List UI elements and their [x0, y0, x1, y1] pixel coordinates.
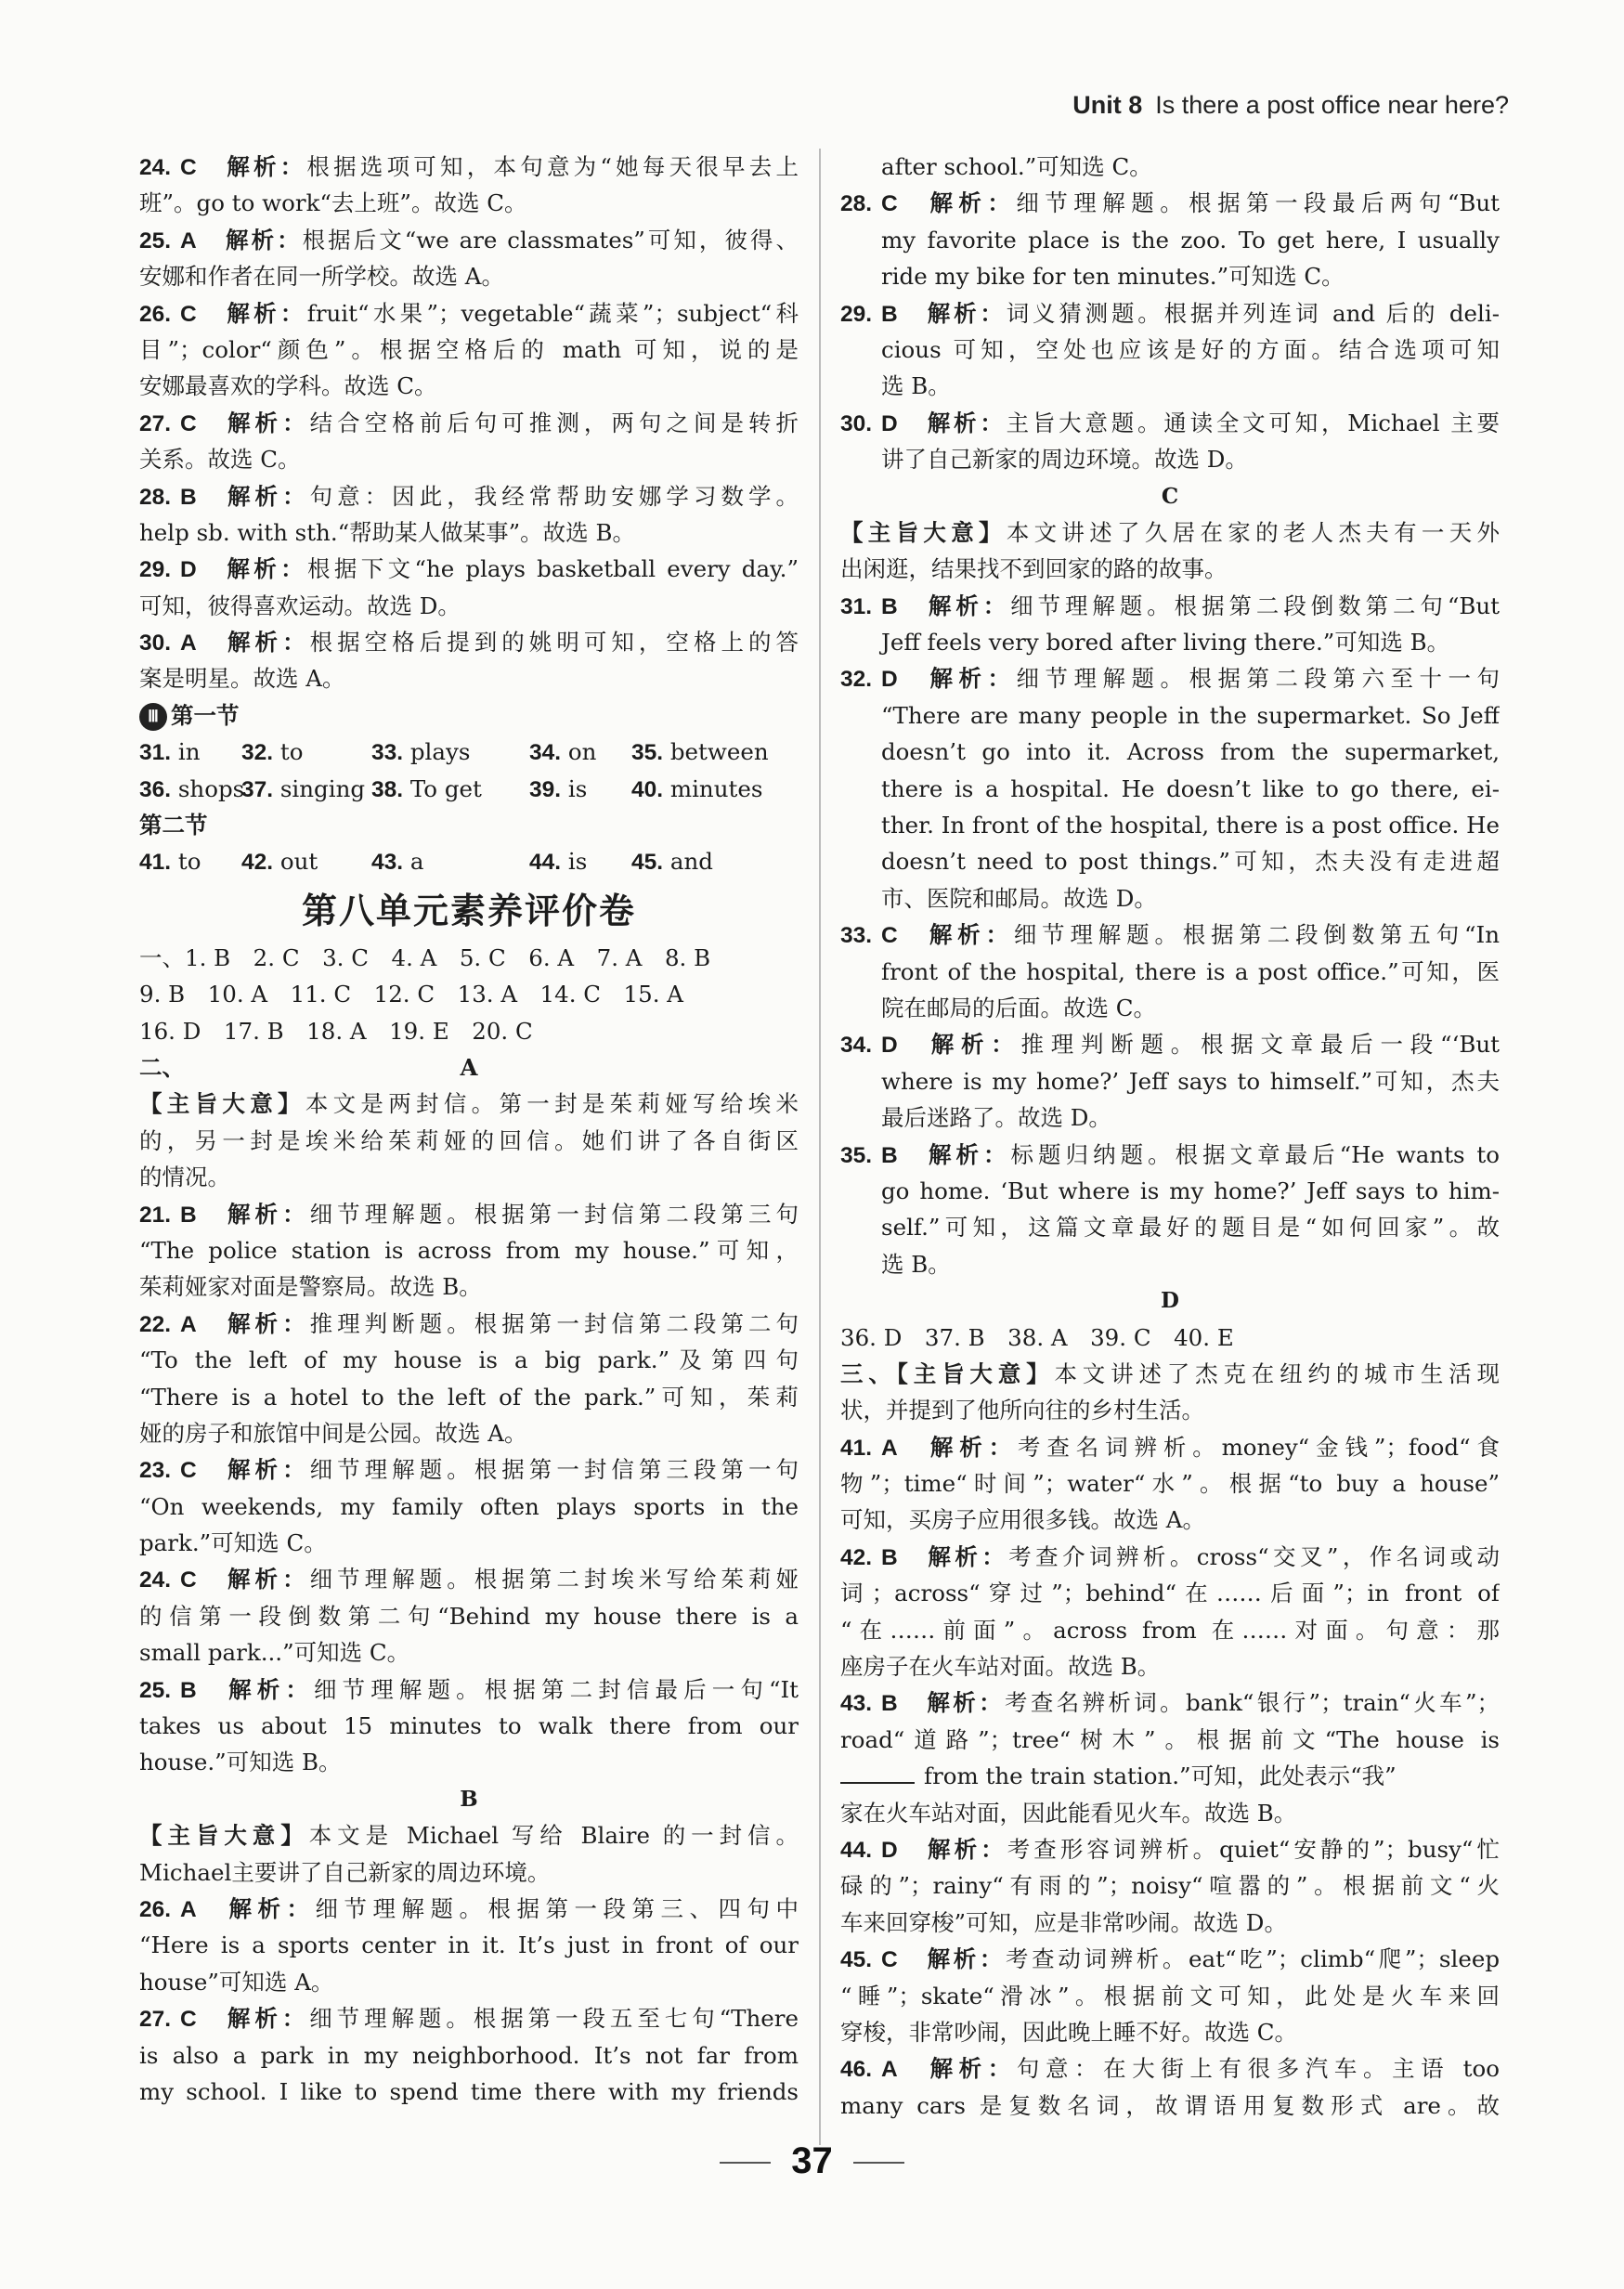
answer-24: 24. C 解析：根据选项可知，本句意为“她每天很早去上: [139, 153, 799, 180]
section-3-heading: Ⅲ 第一节: [139, 697, 799, 734]
answer-22: 22. A 解析：推理判断题。根据第一封信第二段第二句: [139, 1309, 799, 1337]
answer-25b: 25. B 解析：细节理解题。根据第二封信最后一句“It: [139, 1675, 799, 1703]
page-number-dash-left: [720, 2162, 771, 2164]
blank-line: [840, 1762, 915, 1784]
page-number: 37: [0, 2140, 1624, 2182]
main-idea-A: 【主旨大意】本文是两封信。第一封是茱莉娅写给埃米: [139, 1090, 799, 1118]
answer-41: 41. A 解析：考查名词辨析。money“金钱”；food“食: [840, 1433, 1500, 1461]
main-idea-B: 【主旨大意】本文是 Michael 写给 Blaire 的一封信。: [139, 1822, 799, 1850]
unit-title: Is there a post office near here?: [1155, 91, 1509, 119]
section-3-part-2: 第二节: [139, 812, 208, 839]
answer-21: 21. B 解析：细节理解题。根据第一封信第二段第三句: [139, 1200, 799, 1228]
passage-B-label: B: [460, 1786, 478, 1812]
passage-D-label: D: [1161, 1288, 1179, 1314]
part-2-heading: 二、 A: [139, 1053, 478, 1081]
answer-23: 23. C 解析：细节理解题。根据第一封信第三段第一句: [139, 1456, 799, 1484]
fill-row-2: 36. shops37. singing 38. To get 39. is 40. minutes: [139, 774, 763, 802]
mc-answers-1: 一、1. B 2. C 3. C 4. A 5. C 6. A 7. A 8. B: [139, 943, 711, 971]
answer-30: 30. A 解析：根据空格后提到的姚明可知，空格上的答: [139, 629, 799, 657]
answer-35: 35. B 解析：标题归纳题。根据文章最后“He wants to: [840, 1140, 1500, 1168]
answer-27: 27. C 解析：结合空格前后句可推测，两句之间是转折: [139, 409, 799, 436]
answer-26: 26. C 解析：fruit“水果”；vegetable“蔬菜”；subject“科: [139, 299, 799, 327]
answer-46: 46. A 解析：句意：在大街上有很多汽车。主语 too: [840, 2055, 1500, 2083]
answer-33: 33. C 解析：细节理解题。根据第二段倒数第五句“In: [840, 921, 1500, 949]
answer-30b: 30. D 解析：主旨大意题。通读全文可知，Michael 主要: [840, 409, 1500, 436]
right-column: after school.”可知选 C。 28. C 解析：细节理解题。根据第一段最后两句“But my favorite place is the zoo. To get here, I usually ride my bike for ten minutes.”可知选 C。 29. B 解析：词义猜测题。根据并列连词 and 后的 deli- cious 可知，空处也应该是好的方面。结合选项可知 选 B。 30. D 解析：主旨大意题。通读全文可知，Michael 主要 讲了自己新家的周边环境。故选 D。 C 【主旨大意】本文讲述了久居在家的老人杰夫有一天外 出闲逛，结果找不到回家的路的故事。 31. B 解析：细节理解题。根据第二段倒数第二句“But Jeff feels very bored after living there.”可知选 B。 32. D 解析：细节理解题。根据第二段第六至十一句 “There are many people in the supermarket. So Jeff doesn’t go into it. Across from the supermarket, there is a hospital. He doesn’t like to go there, ei- ther. In front of the hospital, there is a post office. He doesn’t need to post things.”可知，杰夫没有走进超 市、医院和邮局。故选 D。 33. C 解析：细节理解题。根据第二段倒数第五句“In front of the hospital, there is a post office.”可知，医 院在邮局的后面。故选 C。 34. D 解析：推理判断题。根据文章最后一段“‘But where is my home?’ Jeff says to himself.”可知，杰夫 最后迷路了。故选 D。 35. B 解析：标题归纳题。根据文章最后“He wants to go home. ‘But where is my home?’ Jeff says to him- self.”可知，这篇文章最好的题目是“如何回家”。故 选 B。 D 36. D 37. B 38. A 39. C 40. E 三、【主旨大意】本文讲述了杰克在纽约的城市生活现 状，并提到了他所向往的乡村生活。 41. A 解析：考查名词辨析。money“金钱”；food“食 物”；time“时间”；water“水”。根据“to buy a house” 可知，买房子应用很多钱。故选 A。 42. B 解析：考查介词辨析。cross“交叉”，作名词或动 词；across“穿过”；behind“在……后面”；in front of “在……前面”。across from 在……对面。句意：那 座房子在火车站对面。故选 B。 43. B 解析：考查名辨析词。bank“银行”；train“火车”； road“道路”；tree“树木”。根据前文“The house is from the train station.”可知，此处表示“我” 家在火车站对面，因此能看见火车。故选 B。 44. D 解析：考查形容词辨析。quiet“安静的”；busy“忙 碌的”；rainy“有雨的”；noisy“喧嚣的”。根据前文“火 车来回穿梭”可知，应是非常吵闹。故选 D。 45. C 解析：考查动词辨析。eat“吃”；climb“爬”；sleep “睡”；skate“滑冰”。根据前文可知，此处是火车来回 穿梭，非常吵闹，因此晚上睡不好。故选 C。 46. A 解析：句意：在大街上有很多汽车。主语 too many cars 是复数名词，故谓语用复数形式 are。故: [840, 149, 1500, 2124]
answer-42: 42. B 解析：考查介词辨析。cross“交叉”，作名词或动: [840, 1542, 1500, 1570]
mc-answers-3: 16. D 17. B 18. A 19. E 20. C: [139, 1017, 533, 1045]
answer-25: 25. A 解析：根据后文“we are classmates”可知，彼得、: [139, 226, 799, 254]
unit-label: Unit 8: [1072, 91, 1143, 119]
column-divider: [819, 149, 821, 2145]
mc-answers-2: 9. B 10. A 11. C 12. C 13. A 14. C 15. A: [139, 981, 683, 1008]
answer-43: 43. B 解析：考查名辨析词。bank“银行”；train“火车”；: [840, 1689, 1500, 1717]
answer-29: 29. D 解析：根据下文“he plays basketball every day.”: [139, 555, 799, 583]
fill-row-3: 41. to 42. out 43. a 44. is 45. and: [139, 848, 713, 876]
fill-row-1: 31. in 32. to 33. plays 34. on 35. between: [139, 738, 769, 766]
answer-31: 31. B 解析：细节理解题。根据第二段倒数第二句“But: [840, 592, 1500, 619]
answer-32: 32. D 解析：细节理解题。根据第二段第六至十一句: [840, 665, 1500, 693]
passage-C-label: C: [1161, 483, 1179, 509]
mc-answers-D: 36. D 37. B 38. A 39. C 40. E: [840, 1323, 1234, 1351]
answer-24b: 24. C 解析：细节理解题。根据第二封埃米写给茱莉娅: [139, 1566, 799, 1593]
page-header: [1072, 91, 1509, 120]
answer-34: 34. D 解析：推理判断题。根据文章最后一段“‘But: [840, 1031, 1500, 1059]
main-idea-C: 【主旨大意】本文讲述了久居在家的老人杰夫有一天外: [840, 518, 1500, 546]
section-title: 第八单元素养评价卷: [301, 890, 636, 931]
main-idea-D: 三、【主旨大意】本文讲述了杰克在纽约的城市生活现: [840, 1359, 1500, 1387]
answer-28: 28. B 解析：句意：因此，我经常帮助安娜学习数学。: [139, 482, 799, 510]
answer-28b: 28. C 解析：细节理解题。根据第一段最后两句“But: [840, 189, 1500, 217]
answer-44: 44. D 解析：考查形容词辨析。quiet“安静的”；busy“忙: [840, 1835, 1500, 1863]
page-number-dash-right: [853, 2162, 904, 2164]
answer-45: 45. C 解析：考查动词辨析。eat“吃”；climb“爬”；sleep: [840, 1945, 1500, 1973]
answer-27b: 27. C 解析：细节理解题。根据第一段五至七句“There: [139, 2005, 799, 2033]
left-column: 24. C 解析：根据选项可知，本句意为“她每天很早去上 班”。go to work“去上班”。故选 C。 25. A 解析：根据后文“we are classmates”可知，彼得、 安娜和作者在同一所学校。故选 A。 26. C 解析：fruit“水果”；vegetable“蔬菜”；subject“科 目”；color“颜色”。根据空格后的 math 可知，说的是 安娜最喜欢的学科。故选 C。 27. C 解析：结合空格前后句可推测，两句之间是转折 关系。故选 C。 28. B 解析：句意：因此，我经常帮助安娜学习数学。 help sb. with sth.“帮助某人做某事”。故选 B。 29. D 解析：根据下文“he plays basketball every day.” 可知，彼得喜欢运动。故选 D。 30. A 解析：根据空格后提到的姚明可知，空格上的答 案是明星。故选 A。 Ⅲ 第一节 31. in 32. to 33. plays 34. on 35. between 36. shops37. singing 38. To get 39. is 40. minutes 第二节 41. to 42. out 43. a 44. is 45. and 第八单元素养评价卷 一、1. B 2. C 3. C 4. A 5. C 6. A 7. A 8. B 9. B 10. A 11. C 12. C 13. A 14. C 15. A 16. D 17. B 18. A 19. E 20. C 二、 A 【主旨大意】本文是两封信。第一封是茱莉娅写给埃米 的，另一封是埃米给茱莉娅的回信。她们讲了各自街区 的情况。 21. B 解析：细节理解题。根据第一封信第二段第三句 “The police station is across from my house.”可知， 茱莉娅家对面是警察局。故选 B。 22. A 解析：推理判断题。根据第一封信第二段第二句 “To the left of my house is a big park.”及第四句 “There is a hotel to the left of the park.”可知，茱莉 娅的房子和旅馆中间是公园。故选 A。 23. C 解析：细节理解题。根据第一封信第三段第一句 “On weekends, my family often plays sports in the park.”可知选 C。 24. C 解析：细节理解题。根据第二封埃米写给茱莉娅 的信第一段倒数第二句“Behind my house there is a small park...”可知选 C。 25. B 解析：细节理解题。根据第二封信最后一句“It takes us about 15 minutes to walk there from our house.”可知选 B。 B 【主旨大意】本文是 Michael 写给 Blaire 的一封信。 Michael主要讲了自己新家的周边环境。 26. A 解析：细节理解题。根据第一段第三、四句中 “Here is a sports center in it. It’s just in front of our house”可知选 A。 27. C 解析：细节理解题。根据第一段五至七句“There is also a park in my neighborhood. It’s not far from my school. I like to spend time there with my friends: [139, 149, 799, 2110]
answer-29b: 29. B 解析：词义猜测题。根据并列连词 and 后的 deli-: [840, 299, 1500, 327]
answer-27b-cont: after school.”可知选 C。: [881, 153, 1152, 180]
answer-26b: 26. A 解析：细节理解题。根据第一段第三、四句中: [139, 1894, 799, 1922]
